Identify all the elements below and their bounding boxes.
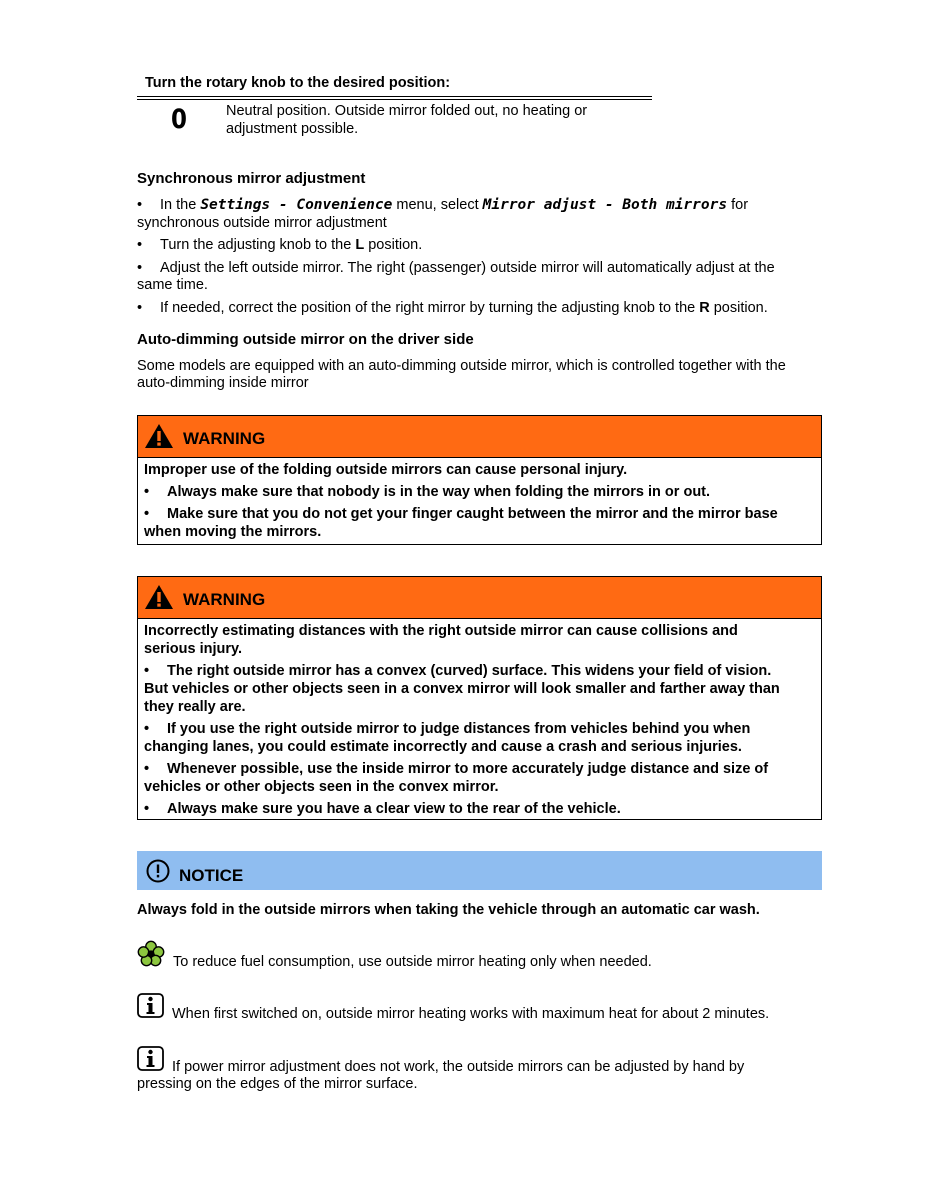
warning2-b3-line2: vehicles or other objects seen in the convex mirror. bbox=[144, 779, 499, 795]
notice-title: NOTICE bbox=[179, 866, 244, 885]
warning2-b4-text: Always make sure you have a clear view to the rear of the vehicle. bbox=[167, 801, 621, 817]
warning1-bullet-1 bbox=[144, 483, 815, 501]
warning1-b2-line1: Make sure that you do not get your finger caught between the mirror and the mirror base bbox=[167, 506, 778, 522]
autodim-heading: Auto-dimming outside mirror on the driver side bbox=[137, 331, 474, 348]
eco-tip-text: To reduce fuel consumption, use outside mirror heating only when needed. bbox=[173, 954, 652, 970]
knob-intro: Turn the rotary knob to the desired position: bbox=[145, 75, 451, 91]
sync-b3-line2: same time. bbox=[137, 277, 208, 293]
sync-b4-pre: If needed, correct the position of the right mirror by turning the adjusting knob to the bbox=[160, 300, 700, 316]
mirror-adjust-option: Mirror adjust - Both mirrors bbox=[482, 197, 728, 213]
bullet: • bbox=[144, 663, 150, 679]
warning-header-2 bbox=[138, 577, 821, 619]
warning2-b3-line1: Whenever possible, use the inside mirror to more accurately judge distance and size of bbox=[167, 761, 769, 777]
warning-title-2: WARNING bbox=[183, 590, 266, 609]
info-tip-1-text: When first switched on, outside mirror heating works with maximum heat for about 2 minutes. bbox=[172, 1006, 770, 1022]
sync-heading: Synchronous mirror adjustment bbox=[137, 170, 366, 187]
warning2-b1-line3: they really are. bbox=[144, 699, 246, 715]
bullet: • bbox=[144, 484, 150, 500]
warning-box-1 bbox=[137, 415, 822, 545]
sync-bullet-3 bbox=[137, 259, 775, 277]
warning2-b1-line2: But vehicles or other objects seen in a convex mirror will look smaller and farther away than bbox=[144, 681, 780, 697]
position-text-line1: Neutral position. Outside mirror folded out, no heating or bbox=[226, 103, 588, 119]
warning-triangle-icon bbox=[144, 423, 174, 454]
position-text-line2: adjustment possible. bbox=[226, 121, 359, 137]
autodim-line2: auto-dimming inside mirror bbox=[137, 375, 309, 391]
autodim-line1: Some models are equipped with an auto-dimming outside mirror, which is controlled together with the bbox=[137, 358, 786, 374]
warning2-bullet-2 bbox=[144, 720, 815, 756]
warning-box-2 bbox=[137, 576, 822, 820]
info-tip-2-line2: pressing on the edges of the mirror surface. bbox=[137, 1076, 418, 1092]
warning1-bullet-2 bbox=[144, 505, 815, 541]
warning-title-1: WARNING bbox=[183, 429, 266, 448]
warning2-bullet-3 bbox=[144, 760, 815, 796]
warning1-b1-text: Always make sure that nobody is in the way when folding the mirrors in or out. bbox=[167, 484, 711, 500]
warning2-intro bbox=[144, 622, 815, 658]
warning2-b2-line2: changing lanes, you could estimate incorrectly and cause a crash and serious injuries. bbox=[144, 739, 742, 755]
warning2-intro-line1: Incorrectly estimating distances with the right outside mirror can cause collisions and bbox=[144, 623, 738, 639]
bullet: • bbox=[137, 300, 143, 316]
warning1-b2-line2: when moving the mirrors. bbox=[144, 524, 322, 540]
info-tip-2-line1: If power mirror adjustment does not work, the outside mirrors can be adjusted by hand by bbox=[172, 1059, 745, 1075]
position-symbol: 0 bbox=[171, 104, 187, 135]
exclamation-circle-icon bbox=[145, 859, 171, 890]
bullet: • bbox=[137, 260, 143, 276]
knob-key-r: R bbox=[699, 300, 710, 316]
bullet: • bbox=[137, 197, 143, 213]
bullet: • bbox=[144, 761, 150, 777]
sync-b1-post: for bbox=[727, 197, 749, 213]
table-rule-top bbox=[137, 96, 652, 97]
warning2-b1-line1: The right outside mirror has a convex (curved) surface. This widens your field of vision. bbox=[167, 663, 772, 679]
flower-eco-icon bbox=[137, 940, 165, 973]
sync-b2-pre: Turn the adjusting knob to the bbox=[160, 237, 356, 253]
notice-header bbox=[137, 851, 822, 890]
warning2-b2-line1: If you use the right outside mirror to judge distances from vehicles behind you when bbox=[167, 721, 751, 737]
table-rule-top-double bbox=[137, 99, 652, 100]
bullet: • bbox=[144, 801, 150, 817]
info-icon bbox=[137, 993, 164, 1023]
sync-b1-mid: menu, select bbox=[392, 197, 483, 213]
notice-text: Always fold in the outside mirrors when taking the vehicle through an automatic car wash. bbox=[137, 902, 760, 918]
sync-b3-line1: Adjust the left outside mirror. The right (passenger) outside mirror will automatically adjust at the bbox=[160, 260, 775, 276]
warning-triangle-icon bbox=[144, 584, 174, 615]
sync-bullet-4 bbox=[137, 299, 768, 317]
settings-menu-name: Settings - Convenience bbox=[200, 197, 393, 213]
warning2-bullet-1 bbox=[144, 662, 815, 716]
bullet: • bbox=[137, 237, 143, 253]
sync-bullet-2 bbox=[137, 236, 422, 254]
sync-b2-post: position. bbox=[364, 237, 423, 253]
info-icon bbox=[137, 1046, 164, 1076]
warning1-intro: Improper use of the folding outside mirrors can cause personal injury. bbox=[144, 462, 628, 478]
sync-b4-post: position. bbox=[709, 300, 768, 316]
warning2-intro-line2: serious injury. bbox=[144, 641, 243, 657]
warning-header-1 bbox=[138, 416, 821, 458]
sync-b1-line2: synchronous outside mirror adjustment bbox=[137, 215, 387, 231]
bullet: • bbox=[144, 721, 150, 737]
knob-key-l: L bbox=[355, 237, 365, 253]
sync-bullet-1 bbox=[137, 196, 748, 214]
sync-b1-pre: In the bbox=[160, 197, 201, 213]
bullet: • bbox=[144, 506, 150, 522]
warning2-bullet-4 bbox=[144, 800, 815, 818]
